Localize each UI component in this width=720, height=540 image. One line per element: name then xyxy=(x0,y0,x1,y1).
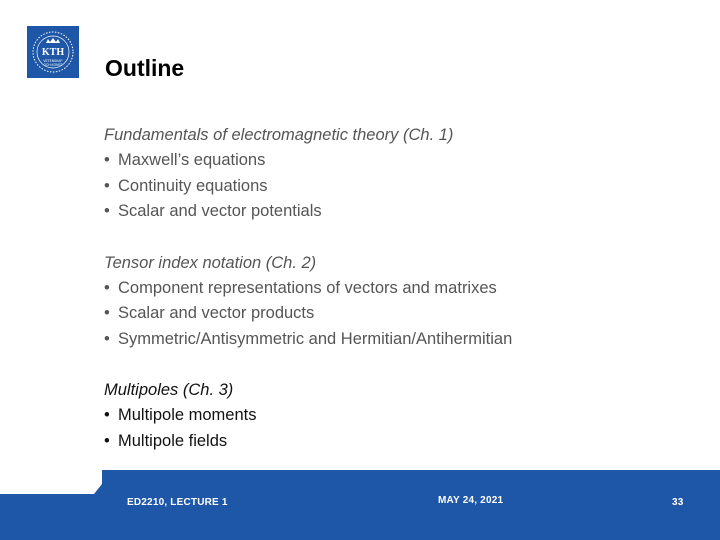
logo-main-text: KTH xyxy=(41,47,65,58)
bullet-item: • Scalar and vector products xyxy=(104,304,315,322)
section-fundamentals xyxy=(104,123,704,225)
kth-logo xyxy=(27,26,79,78)
logo-line2-text: OCH KONST xyxy=(43,63,63,67)
section-heading: Fundamentals of electromagnetic theory (Ch. 1) xyxy=(104,126,454,144)
bullet-item: • Continuity equations xyxy=(104,176,268,195)
footer-course: ED2210, LECTURE 1 xyxy=(127,497,228,508)
section-tensor xyxy=(104,251,704,353)
bullet-item: • Component representations of vectors and matrixes xyxy=(104,278,497,297)
section-multipoles xyxy=(104,378,704,454)
section-heading: Tensor index notation (Ch. 2) xyxy=(104,253,317,272)
section-heading: Multipoles (Ch. 3) xyxy=(104,381,234,399)
logo-line1-text: VETENSKAP xyxy=(43,59,63,63)
slide-title: Outline xyxy=(105,55,185,81)
bullet-item: • Multipole fields xyxy=(104,431,228,450)
outline-content xyxy=(104,123,704,480)
bullet-item: • Multipole moments xyxy=(104,406,257,424)
footer-bar xyxy=(0,470,720,540)
footer-page-number: 33 xyxy=(672,497,684,508)
bullet-item: • Symmetric/Antisymmetric and Hermitian/Antihermitian xyxy=(104,329,513,348)
footer-date: MAY 24, 2021 xyxy=(438,495,504,506)
bullet-item: • Scalar and vector potentials xyxy=(104,202,322,220)
bullet-item: • Maxwell’s equations xyxy=(104,151,266,169)
